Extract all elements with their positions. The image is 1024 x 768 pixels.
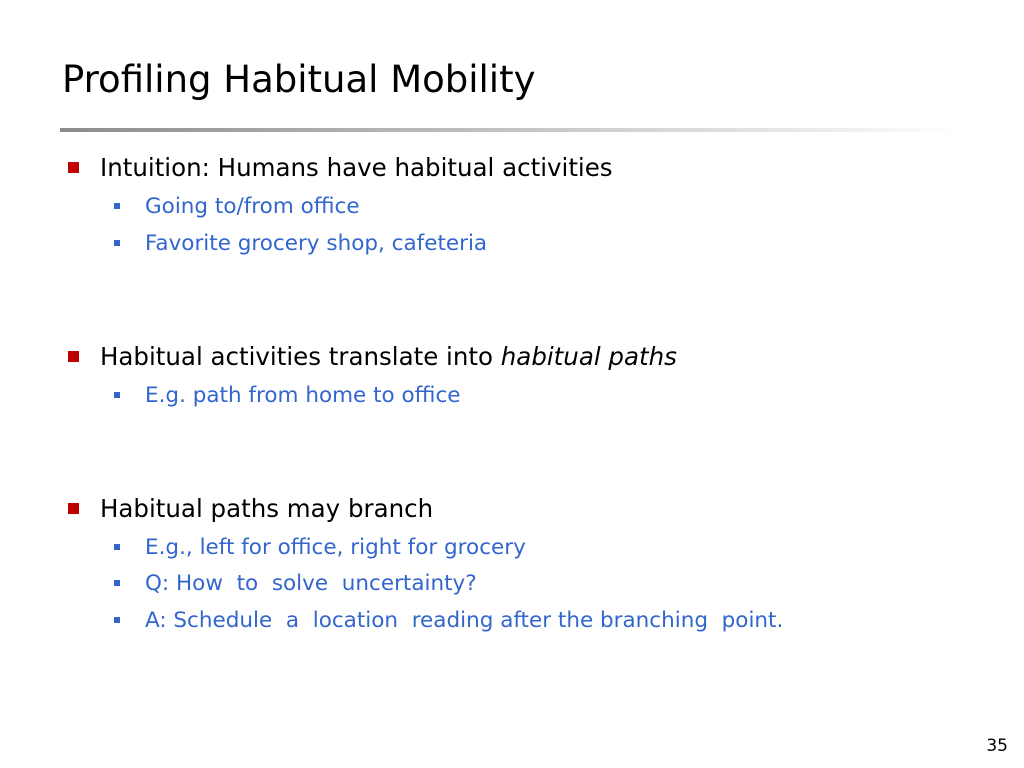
title-divider [60,128,960,132]
slide-title: Profiling Habitual Mobility [62,58,536,101]
sub-bullet-1-1-text: Going to/from office [145,194,360,219]
sub-bullet-3-1-text: E.g., left for office, right for grocery [145,535,526,560]
square-bullet-icon [68,503,79,514]
bullet-2-text: Habitual activities translate into [100,342,501,371]
small-square-bullet-icon [114,580,120,586]
small-square-bullet-icon [114,617,120,623]
small-square-bullet-icon [114,203,120,209]
sub-bullet-1-2-text: Favorite grocery shop, cafeteria [145,231,488,256]
small-square-bullet-icon [114,544,120,550]
page-number: 35 [986,736,1008,756]
square-bullet-icon [68,351,79,362]
bullet-1-text: Intuition: Humans have habitual activities [100,153,613,182]
sub-bullet-3-3-text: A: Schedule a location reading after the branching point. [145,608,784,633]
small-square-bullet-icon [114,392,120,398]
small-square-bullet-icon [114,240,120,246]
bullet-3-text: Habitual paths may branch [100,494,434,523]
sub-bullet-3-2-text: Q: How to solve uncertainty? [145,571,477,596]
bullet-2-emphasis: habitual paths [500,342,677,371]
square-bullet-icon [68,162,79,173]
sub-bullet-2-1-text: E.g. path from home to office [145,383,461,408]
